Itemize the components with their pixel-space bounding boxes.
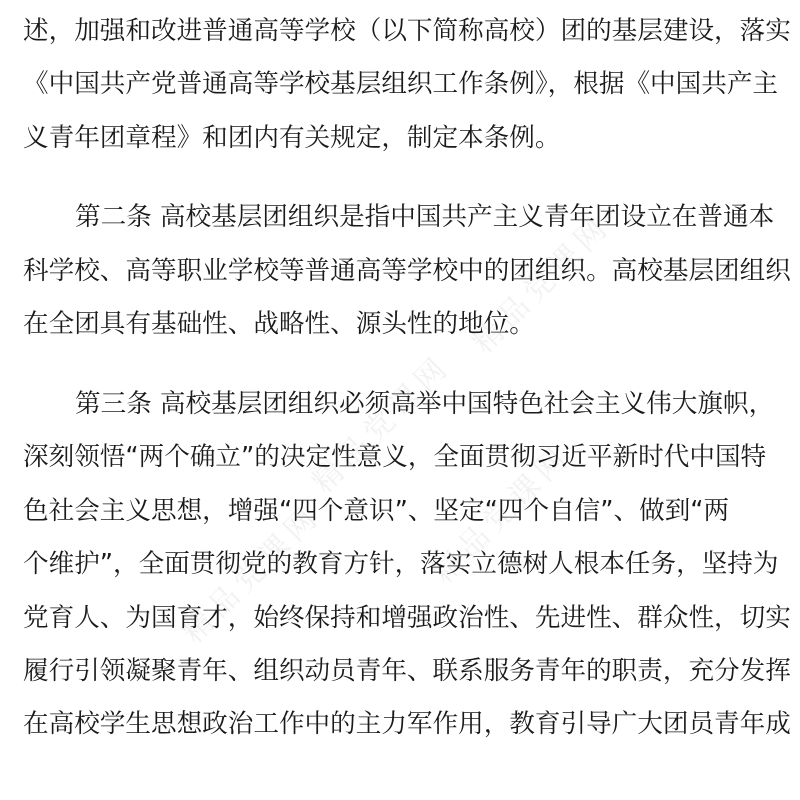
paragraph-line xyxy=(0,435,800,479)
line-text: 述，加强和改进普通高等学校（以下简称高校）团的基层建设，落实 xyxy=(23,16,791,46)
line-text: 《中国共产党普通高等学校基层组织工作条例》，根据《中国共产主 xyxy=(23,69,779,99)
paragraph-line xyxy=(0,489,800,533)
paragraph-line xyxy=(0,9,800,53)
paragraph-line xyxy=(0,302,800,346)
watermark: 精品党课网 xyxy=(175,498,328,651)
line-text: 科学校、高等职业学校等普通高等学校中的团组织。高校基层团组织 xyxy=(23,256,791,286)
line-text: 在全团具有基础性、战略性、源头性的地位。 xyxy=(23,309,535,339)
paragraph-line xyxy=(0,702,800,746)
paragraph-line xyxy=(0,542,800,586)
paragraph-line xyxy=(0,649,800,693)
paragraph-line xyxy=(0,596,800,640)
paragraph-line xyxy=(0,116,800,160)
line-text: 党育人、为国育才，始终保持和增强政治性、先进性、群众性，切实 xyxy=(23,603,791,633)
line-text: 个维护”，全面贯彻党的教育方针，落实立德树人根本任务，坚持为 xyxy=(23,549,779,579)
paragraph-line xyxy=(0,249,800,293)
paragraph-line xyxy=(0,195,800,239)
watermark: 精品党课网 xyxy=(305,348,458,501)
line-text: 义青年团章程》和团内有关规定，制定本条例。 xyxy=(23,123,561,153)
watermark: 精品党课网 xyxy=(425,438,578,591)
line-text: 履行引领凝聚青年、组织动员青年、联系服务青年的职责，充分发挥 xyxy=(23,656,791,686)
line-text: 色社会主义思想，增强“四个意识”、坚定“四个自信”、做到“两 xyxy=(23,496,730,526)
watermark: 精品党课网 xyxy=(465,208,618,361)
line-text: 在高校学生思想政治工作中的主力军作用，教育引导广大团员青年成 xyxy=(23,709,791,739)
line-text: 第三条 高校基层团组织必须高举中国特色社会主义伟大旗帜， xyxy=(75,389,775,419)
paragraph-line xyxy=(0,382,800,426)
paragraph-line xyxy=(0,62,800,106)
line-text: 第二条 高校基层团组织是指中国共产主义青年团设立在普通本 xyxy=(75,202,775,232)
line-text: 深刻领悟“两个确立”的决定性意义，全面贯彻习近平新时代中国特 xyxy=(23,442,767,472)
